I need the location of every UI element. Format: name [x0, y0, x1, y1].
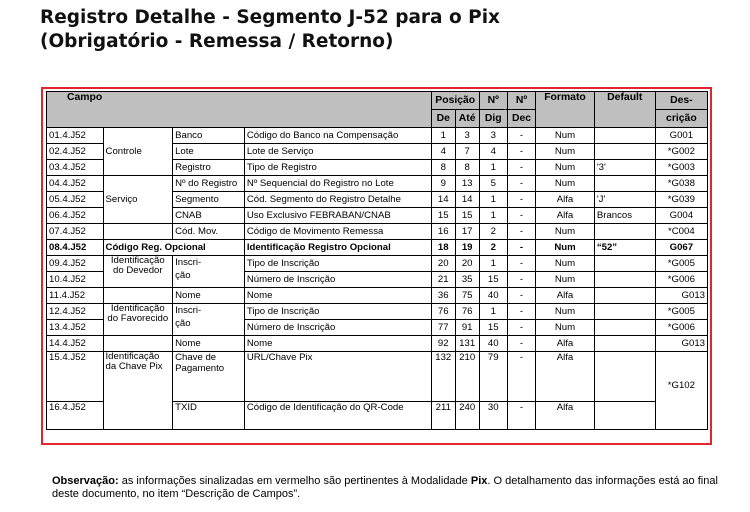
- de-cell: 77: [431, 320, 455, 336]
- ate-cell: 13: [455, 176, 479, 192]
- de-cell: 8: [431, 160, 455, 176]
- formato-cell: Num: [536, 224, 595, 240]
- note-text-1: as informações sinalizadas em vermelho são pertinentes à Modalidade: [118, 475, 471, 487]
- formato-cell: Num: [536, 144, 595, 160]
- ref-cell: G013: [655, 336, 707, 352]
- header-n-dig: Nº: [479, 92, 507, 110]
- de-cell: 18: [431, 240, 455, 256]
- default-cell: [594, 336, 655, 352]
- de-cell: 1: [431, 128, 455, 144]
- campo-cell: 08.4.J52: [47, 240, 104, 256]
- header-row-1: [47, 92, 708, 110]
- de-cell: 211: [431, 402, 455, 430]
- formato-cell: Alfa: [536, 352, 595, 402]
- description-cell: Número de Inscrição: [244, 272, 431, 288]
- title-line-1: Registro Detalhe - Segmento J-52 para o Pix: [40, 7, 500, 28]
- ref-cell: *G003: [655, 160, 707, 176]
- dec-cell: -: [507, 352, 535, 402]
- note-text-2: . O detalhamento das informações está ao final deste documento, no item “Descrição de Campos”.: [52, 475, 718, 500]
- description-cell: Nº Sequencial do Registro no Lote: [244, 176, 431, 192]
- group-cell: Identificação do Devedor: [103, 256, 173, 288]
- header-descricao-2: crição: [655, 110, 707, 128]
- table-row: [47, 256, 708, 272]
- dec-cell: -: [507, 288, 535, 304]
- ref-cell: *G039: [655, 192, 707, 208]
- ref-cell: *C004: [655, 224, 707, 240]
- default-cell: '3': [594, 160, 655, 176]
- segment-j52-table: [46, 91, 708, 430]
- dig-cell: 5: [479, 176, 507, 192]
- campo-cell: 06.4.J52: [47, 208, 104, 224]
- campo-cell: 05.4.J52: [47, 192, 104, 208]
- formato-cell: Num: [536, 320, 595, 336]
- campo-cell: 13.4.J52: [47, 320, 104, 336]
- dig-cell: 3: [479, 128, 507, 144]
- ate-cell: 19: [455, 240, 479, 256]
- header-dec: Dec: [507, 110, 535, 128]
- de-cell: 9: [431, 176, 455, 192]
- dec-cell: -: [507, 320, 535, 336]
- observation-note: [52, 475, 722, 501]
- dig-cell: 2: [479, 240, 507, 256]
- default-cell: [594, 128, 655, 144]
- default-cell: “52”: [594, 240, 655, 256]
- description-cell: Tipo de Inscrição: [244, 256, 431, 272]
- group-cell: Controle: [103, 128, 173, 176]
- de-cell: 76: [431, 304, 455, 320]
- campo-cell: 04.4.J52: [47, 176, 104, 192]
- dec-cell: -: [507, 402, 535, 430]
- field-name-cell: Cód. Mov.: [173, 224, 245, 240]
- dig-cell: 2: [479, 224, 507, 240]
- description-cell: Identificação Registro Opcional: [244, 240, 431, 256]
- formato-cell: Alfa: [536, 208, 595, 224]
- dec-cell: -: [507, 208, 535, 224]
- inscricao-cell: [173, 256, 245, 288]
- formato-cell: Alfa: [536, 192, 595, 208]
- table-row: [47, 336, 708, 352]
- dec-cell: -: [507, 192, 535, 208]
- default-cell: [594, 224, 655, 240]
- ate-cell: 14: [455, 192, 479, 208]
- field-name-cell: CNAB: [173, 208, 245, 224]
- formato-cell: Num: [536, 240, 595, 256]
- group-cell: Serviço: [103, 176, 173, 224]
- dig-cell: 1: [479, 208, 507, 224]
- ref-cell: *G006: [655, 272, 707, 288]
- ate-cell: 91: [455, 320, 479, 336]
- note-bold-word: Pix: [470, 475, 488, 487]
- default-cell: [594, 304, 655, 320]
- ref-cell: *G002: [655, 144, 707, 160]
- de-cell: 36: [431, 288, 455, 304]
- dig-cell: 40: [479, 288, 507, 304]
- dec-cell: -: [507, 240, 535, 256]
- formato-cell: Num: [536, 160, 595, 176]
- note-label: Observação:: [52, 475, 119, 487]
- header-n-dec: Nº: [507, 92, 535, 110]
- inscricao-cell: [173, 304, 245, 336]
- ref-cell: G067: [655, 240, 707, 256]
- ref-cell: *G005: [655, 304, 707, 320]
- description-cell: Nome: [244, 288, 431, 304]
- ref-cell: G001: [655, 128, 707, 144]
- ref-cell: *G102: [655, 352, 707, 430]
- field-name-cell: Banco: [173, 128, 245, 144]
- default-cell: [594, 288, 655, 304]
- dec-cell: -: [507, 176, 535, 192]
- ref-cell: *G038: [655, 176, 707, 192]
- campo-cell: 11.4.J52: [47, 288, 104, 304]
- ate-cell: 20: [455, 256, 479, 272]
- campo-cell: 09.4.J52: [47, 256, 104, 272]
- description-cell: Cód. Segmento do Registro Detalhe: [244, 192, 431, 208]
- de-cell: 15: [431, 208, 455, 224]
- ate-cell: 75: [455, 288, 479, 304]
- default-cell: [594, 320, 655, 336]
- campo-cell: 16.4.J52: [47, 402, 104, 430]
- default-cell: 'J': [594, 192, 655, 208]
- default-cell: [594, 272, 655, 288]
- dig-cell: 15: [479, 320, 507, 336]
- field-name-cell: Chave de Pagamento: [173, 352, 245, 402]
- dig-cell: 1: [479, 256, 507, 272]
- dec-cell: -: [507, 304, 535, 320]
- formato-cell: Alfa: [536, 336, 595, 352]
- dec-cell: -: [507, 224, 535, 240]
- dec-cell: -: [507, 128, 535, 144]
- table-row: [47, 128, 708, 144]
- de-cell: 14: [431, 192, 455, 208]
- field-name-cell: Segmento: [173, 192, 245, 208]
- ate-cell: 76: [455, 304, 479, 320]
- ref-cell: *G006: [655, 320, 707, 336]
- field-name-cell: Lote: [173, 144, 245, 160]
- campo-cell: 14.4.J52: [47, 336, 104, 352]
- group-cell-empty: [103, 224, 173, 240]
- ate-cell: 3: [455, 128, 479, 144]
- campo-cell: 03.4.J52: [47, 160, 104, 176]
- description-cell: Uso Exclusivo FEBRABAN/CNAB: [244, 208, 431, 224]
- ate-cell: 7: [455, 144, 479, 160]
- default-cell: [594, 256, 655, 272]
- description-cell: Tipo de Registro: [244, 160, 431, 176]
- field-name-cell: TXID: [173, 402, 245, 430]
- dig-cell: 1: [479, 160, 507, 176]
- group-cell: Identificação do Favorecido: [103, 304, 173, 336]
- field-name-cell: Registro: [173, 160, 245, 176]
- formato-cell: Num: [536, 272, 595, 288]
- dec-cell: -: [507, 144, 535, 160]
- de-cell: 16: [431, 224, 455, 240]
- campo-cell: 15.4.J52: [47, 352, 104, 402]
- ate-cell: 35: [455, 272, 479, 288]
- dec-cell: -: [507, 272, 535, 288]
- table-row: [47, 224, 708, 240]
- formato-cell: Num: [536, 128, 595, 144]
- dig-cell: 1: [479, 192, 507, 208]
- header-default: Default: [594, 92, 655, 128]
- ate-cell: 210: [455, 352, 479, 402]
- de-cell: 21: [431, 272, 455, 288]
- field-name-cell: Nome: [173, 336, 245, 352]
- header-ate: Até: [455, 110, 479, 128]
- description-cell: Código de Identificação do QR-Code: [244, 402, 431, 430]
- header-de: De: [431, 110, 455, 128]
- description-cell: Lote de Serviço: [244, 144, 431, 160]
- formato-cell: Alfa: [536, 402, 595, 430]
- description-cell: Tipo de Inscrição: [244, 304, 431, 320]
- title-line-2: (Obrigatório - Remessa / Retorno): [40, 31, 394, 52]
- formato-cell: Num: [536, 256, 595, 272]
- ate-cell: 15: [455, 208, 479, 224]
- header-formato: Formato: [536, 92, 595, 128]
- description-cell: Nome: [244, 336, 431, 352]
- default-cell: Brancos: [594, 208, 655, 224]
- header-campo: Campo: [47, 92, 432, 128]
- formato-cell: Num: [536, 304, 595, 320]
- group-cell: Identificação da Chave Pix: [103, 352, 173, 430]
- ate-cell: 8: [455, 160, 479, 176]
- field-name-cell: Nº do Registro: [173, 176, 245, 192]
- table-row: [47, 304, 708, 320]
- inscricao-label: Inscri-ção: [175, 257, 202, 281]
- description-cell: Número de Inscrição: [244, 320, 431, 336]
- header-dig: Dig: [479, 110, 507, 128]
- dec-cell: -: [507, 336, 535, 352]
- campo-cell: 02.4.J52: [47, 144, 104, 160]
- dig-cell: 79: [479, 352, 507, 402]
- table-row: [47, 352, 708, 402]
- table-row: [47, 288, 708, 304]
- description-cell: URL/Chave Pix: [244, 352, 431, 402]
- inscricao-label: Inscri-ção: [175, 305, 202, 329]
- group-cell-empty: [103, 288, 173, 304]
- campo-cell: 12.4.J52: [47, 304, 104, 320]
- default-cell: [594, 352, 655, 402]
- dig-cell: 40: [479, 336, 507, 352]
- dig-cell: 4: [479, 144, 507, 160]
- ate-cell: 17: [455, 224, 479, 240]
- description-cell: Código do Banco na Compensação: [244, 128, 431, 144]
- ate-cell: 131: [455, 336, 479, 352]
- default-cell: [594, 176, 655, 192]
- table-row: [47, 176, 708, 192]
- default-cell: [594, 402, 655, 430]
- ref-cell: G013: [655, 288, 707, 304]
- de-cell: 20: [431, 256, 455, 272]
- default-cell: [594, 144, 655, 160]
- campo-cell: 10.4.J52: [47, 272, 104, 288]
- table-row-highlighted: [47, 240, 708, 256]
- dig-cell: 1: [479, 304, 507, 320]
- ate-cell: 240: [455, 402, 479, 430]
- page-title: [40, 6, 500, 54]
- formato-cell: Alfa: [536, 288, 595, 304]
- dec-cell: -: [507, 160, 535, 176]
- dig-cell: 15: [479, 272, 507, 288]
- description-cell: Código de Movimento Remessa: [244, 224, 431, 240]
- de-cell: 4: [431, 144, 455, 160]
- ref-cell: *G005: [655, 256, 707, 272]
- ref-cell: G004: [655, 208, 707, 224]
- field-name-cell: Código Reg. Opcional: [103, 240, 244, 256]
- de-cell: 92: [431, 336, 455, 352]
- formato-cell: Num: [536, 176, 595, 192]
- field-name-cell: Nome: [173, 288, 245, 304]
- de-cell: 132: [431, 352, 455, 402]
- header-posicao: Posição: [431, 92, 479, 110]
- campo-cell: 01.4.J52: [47, 128, 104, 144]
- campo-cell: 07.4.J52: [47, 224, 104, 240]
- group-cell-empty: [103, 336, 173, 352]
- header-descricao-1: Des-: [655, 92, 707, 110]
- dec-cell: -: [507, 256, 535, 272]
- dig-cell: 30: [479, 402, 507, 430]
